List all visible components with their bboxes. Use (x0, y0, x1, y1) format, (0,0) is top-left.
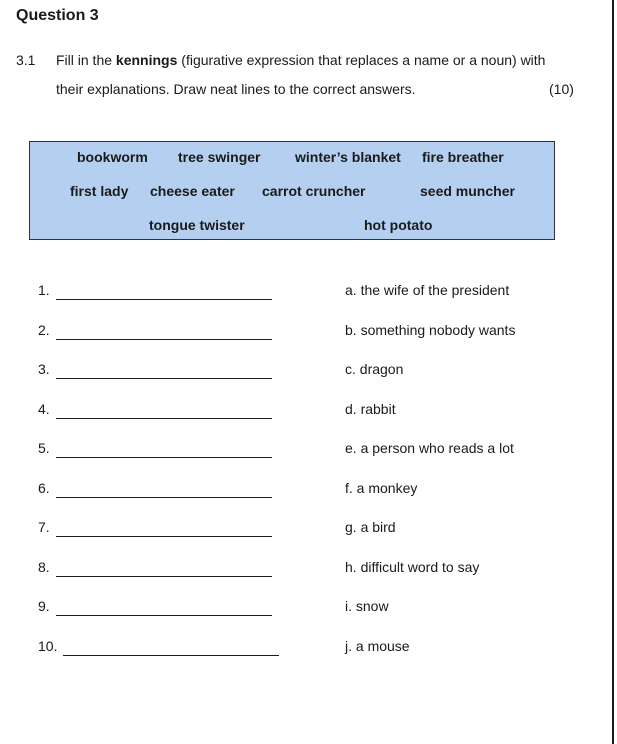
matching-row (0, 480, 617, 502)
item-number: 10. (38, 638, 58, 654)
question-title: Question 3 (16, 7, 99, 24)
explanation: j. a mouse (345, 638, 410, 654)
item-number: 4. (38, 401, 50, 417)
explanation: i. snow (345, 598, 389, 614)
matching-row (0, 519, 617, 541)
matching-row (0, 401, 617, 423)
explanation: h. difficult word to say (345, 559, 480, 575)
word-bank-item: cheese eater (150, 183, 235, 199)
answer-blank[interactable] (56, 339, 272, 340)
answer-blank[interactable] (56, 418, 272, 419)
explanation: c. dragon (345, 361, 404, 377)
explanation: e. a person who reads a lot (345, 440, 514, 456)
instruction-keyword: kennings (115, 52, 178, 68)
answer-blank[interactable] (56, 378, 272, 379)
instruction-line-2: their explanations. Draw neat lines to the correct answers. (56, 81, 416, 97)
item-number: 7. (38, 519, 50, 535)
word-bank-item: first lady (70, 183, 129, 199)
word-bank-item: fire breather (422, 149, 504, 165)
matching-row (0, 598, 617, 620)
word-bank-item: hot potato (364, 217, 433, 233)
explanation: g. a bird (345, 519, 396, 535)
answer-blank[interactable] (56, 457, 272, 458)
marks-total: (10) (549, 81, 574, 97)
item-number: 3. (38, 361, 50, 377)
explanation: a. the wife of the president (345, 282, 510, 298)
explanation: f. a monkey (345, 480, 418, 496)
instruction-pre: Fill in the (56, 52, 116, 68)
answer-blank[interactable] (63, 655, 279, 656)
item-number: 1. (38, 282, 50, 298)
question-number: 3.1 (16, 52, 36, 68)
word-bank-item: winter’s blanket (295, 149, 401, 165)
item-number: 9. (38, 598, 50, 614)
answer-blank[interactable] (56, 536, 272, 537)
word-bank-item: tongue twister (149, 217, 245, 233)
item-number: 5. (38, 440, 50, 456)
explanation: b. something nobody wants (345, 322, 516, 338)
matching-row (0, 322, 617, 344)
word-bank-item: seed muncher (420, 183, 515, 199)
answer-blank[interactable] (56, 299, 272, 300)
answer-blank[interactable] (56, 615, 272, 616)
word-bank-item: bookworm (77, 149, 148, 165)
answer-blank[interactable] (56, 497, 272, 498)
instruction-line-1 (56, 52, 545, 68)
instruction-post: (figurative expression that replaces a name or a noun) with (177, 52, 546, 68)
item-number: 2. (38, 322, 50, 338)
item-number: 6. (38, 480, 50, 496)
matching-row (0, 638, 617, 660)
matching-row (0, 361, 617, 383)
word-bank-item: tree swinger (178, 149, 261, 165)
matching-row (0, 440, 617, 462)
matching-row (0, 559, 617, 581)
matching-row (0, 282, 617, 304)
explanation: d. rabbit (345, 401, 396, 417)
answer-blank[interactable] (56, 576, 272, 577)
word-bank (29, 141, 555, 240)
item-number: 8. (38, 559, 50, 575)
word-bank-item: carrot cruncher (262, 183, 366, 199)
